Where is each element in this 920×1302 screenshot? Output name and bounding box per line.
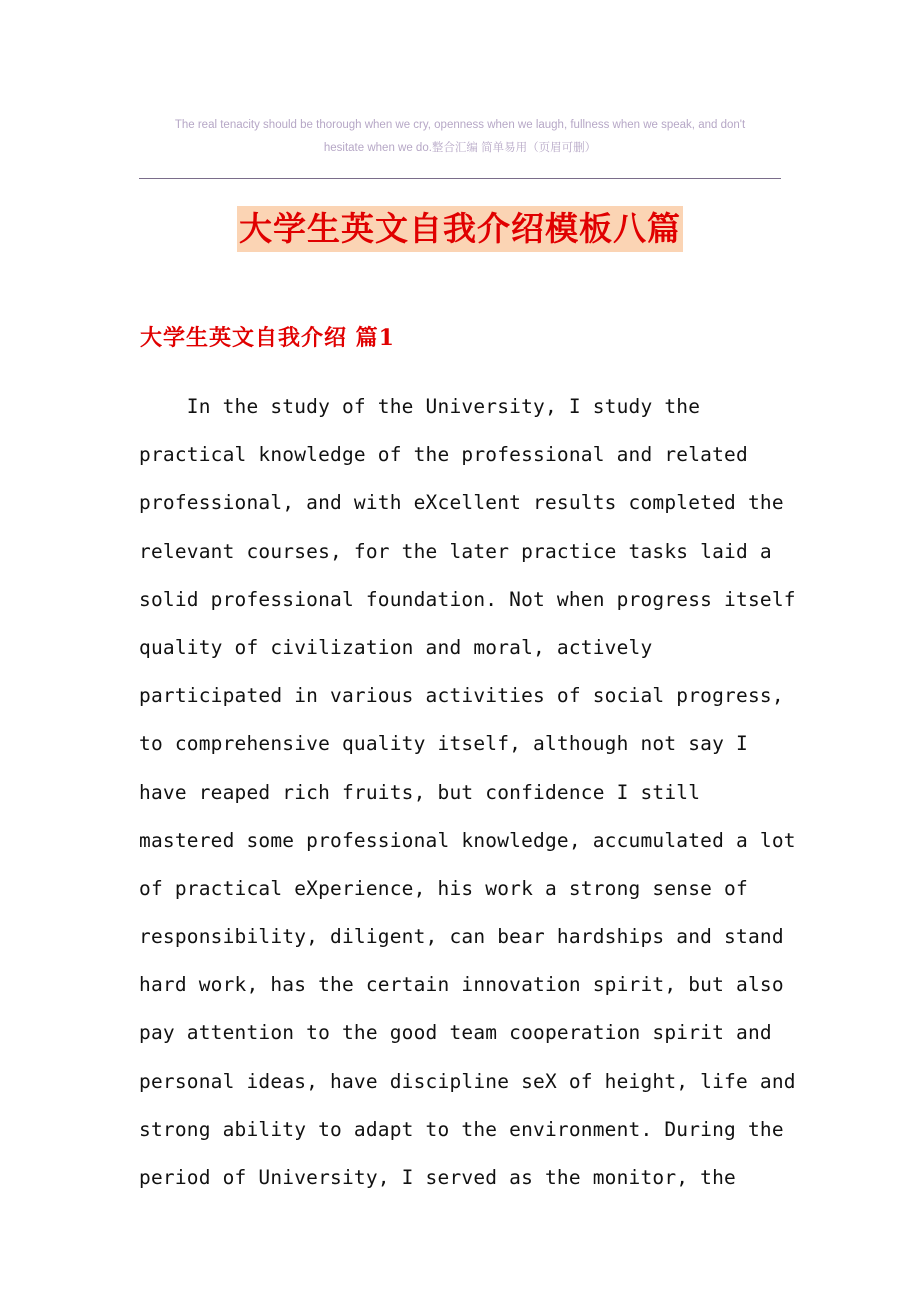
body-line: pay attention to the good team cooperation spirit and — [139, 1021, 772, 1045]
title-container — [0, 206, 920, 252]
header-note-line-1: The real tenacity should be thorough when we cry, openness when we laugh, fullness when we speak, and don't — [174, 119, 746, 131]
document-title: 大学生英文自我介绍模板八篇 — [237, 206, 683, 252]
body-line: solid professional foundation. Not when progress itself — [139, 587, 796, 611]
section-heading: 大学生英文自我介绍 篇1 — [140, 325, 395, 351]
body-line: responsibility, diligent, can bear hardships and stand — [139, 925, 784, 949]
body-line: of practical eXperience, his work a strong sense of — [139, 876, 748, 900]
header-note-line-2: hesitate when we do.整合汇编 简单易用（页眉可删） — [323, 142, 597, 154]
body-line: personal ideas, have discipline seX of height, life and — [139, 1069, 796, 1093]
body-line: strong ability to adapt to the environment. During the — [139, 1117, 784, 1141]
header-divider — [139, 178, 781, 179]
body-line: quality of civilization and moral, actively — [139, 635, 653, 659]
page-header-note — [140, 114, 780, 160]
body-line: professional, and with eXcellent results completed the — [139, 491, 784, 515]
body-line: relevant courses, for the later practice tasks laid a — [139, 539, 772, 563]
body-line: hard work, has the certain innovation spirit, but also — [139, 973, 784, 997]
body-line: period of University, I served as the monitor, the — [139, 1166, 736, 1189]
body-line: practical knowledge of the professional and related — [139, 443, 748, 467]
body-text — [139, 383, 799, 1202]
body-line: participated in various activities of social progress, — [139, 684, 784, 708]
body-line: to comprehensive quality itself, although not say I — [139, 732, 748, 756]
body-line: have reaped rich fruits, but confidence I still — [139, 780, 701, 804]
body-line: mastered some professional knowledge, accumulated a lot — [139, 828, 796, 852]
body-line: In the study of the University, I study the — [139, 395, 701, 418]
